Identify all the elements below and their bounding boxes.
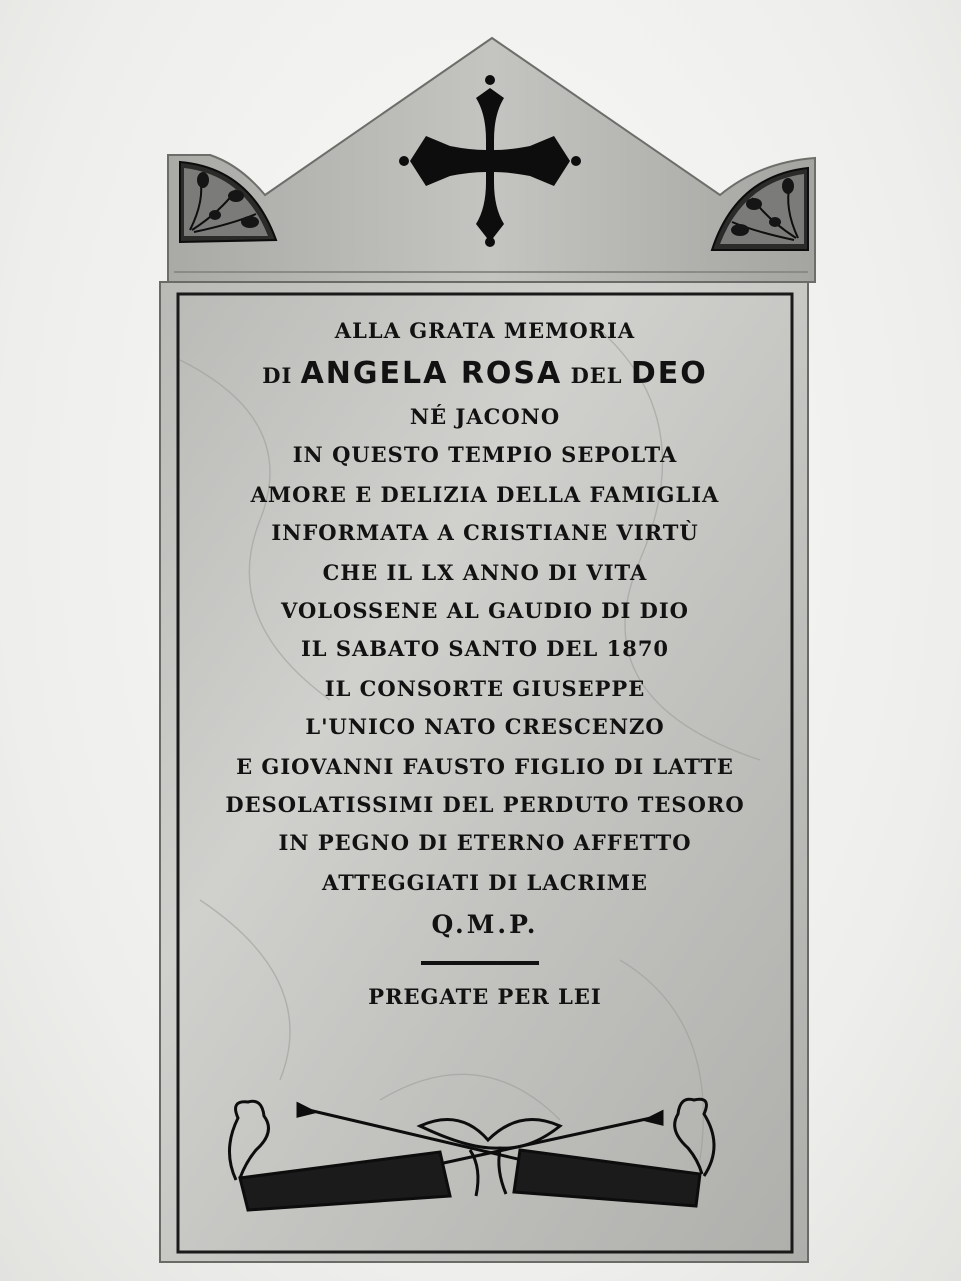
divider-rule: [421, 961, 539, 965]
inscription-line-8: VOLOSSENE AL GAUDIO DI DIO: [281, 598, 689, 623]
inscription-line-7: CHE IL LX ANNO DI VITA: [322, 560, 648, 585]
deceased-name: ANGELA ROSA: [300, 356, 563, 391]
inscription-line-2: [185, 356, 785, 391]
inscription-line-12: E GIOVANNI FAUSTO FIGLIO DI LATTE: [236, 754, 734, 779]
inscription-line-9: IL SABATO SANTO DEL 1870: [300, 636, 670, 661]
deceased-surname: DEO: [630, 356, 708, 391]
inscription-line-14: IN PEGNO DI ETERNO AFFETTO: [278, 830, 692, 855]
inscription-line-4: IN QUESTO TEMPIO SEPOLTA: [292, 442, 678, 467]
name-particle: DEL: [570, 363, 623, 388]
inscription-line-1: ALLA GRATA MEMORIA: [334, 318, 636, 343]
inscription-line-11: L'UNICO NATO CRESCENZO: [305, 714, 665, 739]
inscription-line-15: ATTEGGIATI DI LACRIME: [322, 870, 648, 895]
name-prefix: DI: [262, 363, 293, 388]
inscription-line-10: IL CONSORTE GIUSEPPE: [324, 676, 646, 701]
inscription-closing: PREGATE PER LEI: [368, 984, 602, 1009]
inscription-line-5: AMORE E DELIZIA DELLA FAMIGLIA: [250, 482, 720, 507]
inscription-line-6: INFORMATA A CRISTIANE VIRTÙ: [271, 520, 699, 545]
inscription-line-13: DESOLATISSIMI DEL PERDUTO TESORO: [225, 792, 745, 817]
inscription-abbreviation: Q.M.P.: [431, 910, 539, 939]
inscription-line-3: NÉ JACONO: [409, 404, 561, 429]
